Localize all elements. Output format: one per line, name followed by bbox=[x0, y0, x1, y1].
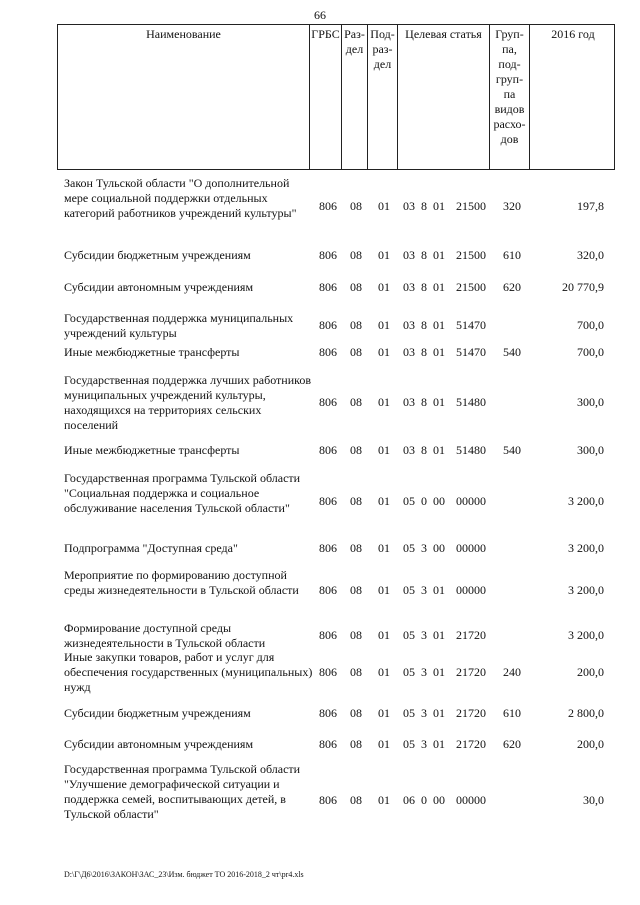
row-razdel: 08 bbox=[350, 583, 362, 597]
row-target-code: 51480 bbox=[456, 395, 486, 409]
row-podrazdel: 01 bbox=[378, 443, 390, 457]
row-podrazdel: 01 bbox=[378, 395, 390, 409]
row-target-program: 03 bbox=[403, 443, 415, 457]
row-name: Иные межбюджетные трансферты bbox=[64, 443, 240, 457]
row-grbs: 806 bbox=[319, 737, 337, 751]
table-header bbox=[57, 24, 615, 170]
row-name: Государственная программа Тульской области "Социальная поддержка и социальное обслуживание населения Тульской области" bbox=[64, 471, 301, 515]
row-target-event: 01 bbox=[433, 583, 445, 597]
row-razdel: 08 bbox=[350, 199, 362, 213]
table-row bbox=[0, 443, 640, 458]
row-target-subprogram: 3 bbox=[421, 737, 427, 751]
row-podrazdel: 01 bbox=[378, 737, 390, 751]
file-path-footer: D:\Г\Д6\2016\ЗАКОН\ЗАС_23\Изм. бюджет ТО 2016-2018_2 чт\pr4.xls bbox=[64, 870, 304, 879]
row-grbs: 806 bbox=[319, 345, 337, 359]
table-row bbox=[0, 541, 640, 556]
row-expense-group: 540 bbox=[503, 443, 521, 457]
row-expense-group: 240 bbox=[503, 665, 521, 679]
row-amount: 2 800,0 bbox=[568, 706, 604, 720]
row-grbs: 806 bbox=[319, 628, 337, 642]
row-target-program: 06 bbox=[403, 793, 415, 807]
row-name: Субсидии автономным учреждениям bbox=[64, 280, 254, 294]
header-grbs: ГРБС bbox=[310, 25, 342, 169]
row-target-event: 00 bbox=[433, 793, 445, 807]
row-target-subprogram: 3 bbox=[421, 541, 427, 555]
row-target-subprogram: 8 bbox=[421, 280, 427, 294]
row-grbs: 806 bbox=[319, 665, 337, 679]
row-amount: 200,0 bbox=[577, 665, 604, 679]
row-grbs: 806 bbox=[319, 793, 337, 807]
row-amount: 320,0 bbox=[577, 248, 604, 262]
row-target-subprogram: 8 bbox=[421, 395, 427, 409]
row-target-event: 01 bbox=[433, 280, 445, 294]
row-razdel: 08 bbox=[350, 248, 362, 262]
row-name: Субсидии автономным учреждениям bbox=[64, 737, 254, 751]
page-number: 66 bbox=[314, 8, 326, 22]
row-target-program: 05 bbox=[403, 706, 415, 720]
row-razdel: 08 bbox=[350, 541, 362, 555]
row-amount: 197,8 bbox=[577, 199, 604, 213]
row-name: Мероприятие по формированию доступной среды жизнедеятельности в Тульской области bbox=[64, 568, 299, 597]
row-target-event: 01 bbox=[433, 318, 445, 332]
row-amount: 3 200,0 bbox=[568, 494, 604, 508]
row-razdel: 08 bbox=[350, 345, 362, 359]
row-podrazdel: 01 bbox=[378, 494, 390, 508]
row-razdel: 08 bbox=[350, 443, 362, 457]
row-target-program: 05 bbox=[403, 541, 415, 555]
row-target-code: 21500 bbox=[456, 199, 486, 213]
row-expense-group: 610 bbox=[503, 248, 521, 262]
row-target-subprogram: 8 bbox=[421, 318, 427, 332]
row-target-event: 01 bbox=[433, 737, 445, 751]
row-target-event: 00 bbox=[433, 494, 445, 508]
row-expense-group: 620 bbox=[503, 280, 521, 294]
row-target-code: 51480 bbox=[456, 443, 486, 457]
row-target-subprogram: 3 bbox=[421, 583, 427, 597]
row-grbs: 806 bbox=[319, 248, 337, 262]
row-amount: 3 200,0 bbox=[568, 583, 604, 597]
row-target-subprogram: 0 bbox=[421, 793, 427, 807]
row-name: Субсидии бюджетным учреждениям bbox=[64, 248, 251, 262]
row-name: Субсидии бюджетным учреждениям bbox=[64, 706, 251, 720]
row-target-subprogram: 0 bbox=[421, 494, 427, 508]
row-target-code: 21720 bbox=[456, 665, 486, 679]
row-razdel: 08 bbox=[350, 280, 362, 294]
row-target-event: 01 bbox=[433, 665, 445, 679]
row-razdel: 08 bbox=[350, 706, 362, 720]
row-target-code: 51470 bbox=[456, 345, 486, 359]
row-expense-group: 540 bbox=[503, 345, 521, 359]
row-target-code: 00000 bbox=[456, 583, 486, 597]
row-target-program: 05 bbox=[403, 628, 415, 642]
row-target-program: 03 bbox=[403, 395, 415, 409]
row-target-subprogram: 8 bbox=[421, 248, 427, 262]
row-target-subprogram: 8 bbox=[421, 345, 427, 359]
row-target-program: 03 bbox=[403, 318, 415, 332]
row-podrazdel: 01 bbox=[378, 248, 390, 262]
row-target-code: 21500 bbox=[456, 280, 486, 294]
header-expense-group: Груп- па, под- груп- па видов расхо- дов bbox=[490, 25, 530, 169]
row-expense-group: 610 bbox=[503, 706, 521, 720]
row-target-program: 03 bbox=[403, 280, 415, 294]
header-podrazdel: Под- раз- дел bbox=[368, 25, 398, 169]
row-target-code: 51470 bbox=[456, 318, 486, 332]
row-target-code: 21720 bbox=[456, 628, 486, 642]
row-target-code: 00000 bbox=[456, 494, 486, 508]
row-target-program: 05 bbox=[403, 737, 415, 751]
row-amount: 3 200,0 bbox=[568, 541, 604, 555]
table-row bbox=[0, 176, 640, 238]
row-name: Государственная поддержка лучших работников муниципальных учреждений культуры, находящихся на территориях сельских поселений bbox=[64, 373, 312, 432]
row-target-program: 05 bbox=[403, 494, 415, 508]
row-target-subprogram: 3 bbox=[421, 706, 427, 720]
table-row bbox=[0, 311, 640, 341]
row-grbs: 806 bbox=[319, 395, 337, 409]
table-row bbox=[0, 650, 640, 696]
row-target-code: 00000 bbox=[456, 541, 486, 555]
row-name: Подпрограмма "Доступная среда" bbox=[64, 541, 238, 555]
row-grbs: 806 bbox=[319, 494, 337, 508]
row-podrazdel: 01 bbox=[378, 318, 390, 332]
table-row bbox=[0, 568, 640, 614]
row-name: Иные межбюджетные трансферты bbox=[64, 345, 240, 359]
row-amount: 30,0 bbox=[583, 793, 604, 807]
row-target-program: 03 bbox=[403, 345, 415, 359]
table-row bbox=[0, 248, 640, 263]
row-expense-group: 320 bbox=[503, 199, 521, 213]
row-podrazdel: 01 bbox=[378, 199, 390, 213]
row-target-event: 01 bbox=[433, 345, 445, 359]
row-target-event: 01 bbox=[433, 395, 445, 409]
row-name: Иные закупки товаров, работ и услуг для обеспечения государственных (муниципальных) нужд bbox=[64, 650, 313, 694]
row-target-event: 01 bbox=[433, 706, 445, 720]
row-amount: 200,0 bbox=[577, 737, 604, 751]
row-target-subprogram: 8 bbox=[421, 199, 427, 213]
table-row bbox=[0, 762, 640, 840]
row-name: Государственная программа Тульской области "Улучшение демографической ситуации и поддержка семей, воспитывающих детей, в Тульской области" bbox=[64, 762, 301, 821]
row-podrazdel: 01 bbox=[378, 706, 390, 720]
row-podrazdel: 01 bbox=[378, 345, 390, 359]
row-target-subprogram: 8 bbox=[421, 443, 427, 457]
header-razdel: Раз- дел bbox=[342, 25, 368, 169]
row-podrazdel: 01 bbox=[378, 665, 390, 679]
row-target-code: 00000 bbox=[456, 793, 486, 807]
row-podrazdel: 01 bbox=[378, 280, 390, 294]
row-amount: 300,0 bbox=[577, 443, 604, 457]
row-target-code: 21720 bbox=[456, 706, 486, 720]
row-razdel: 08 bbox=[350, 665, 362, 679]
table-row bbox=[0, 373, 640, 433]
table-row bbox=[0, 737, 640, 752]
table-row bbox=[0, 471, 640, 533]
row-target-event: 01 bbox=[433, 248, 445, 262]
row-grbs: 806 bbox=[319, 280, 337, 294]
row-target-program: 03 bbox=[403, 248, 415, 262]
row-grbs: 806 bbox=[319, 318, 337, 332]
header-name: Наименование bbox=[58, 25, 310, 169]
row-expense-group: 620 bbox=[503, 737, 521, 751]
row-target-event: 01 bbox=[433, 443, 445, 457]
row-podrazdel: 01 bbox=[378, 628, 390, 642]
row-grbs: 806 bbox=[319, 541, 337, 555]
row-razdel: 08 bbox=[350, 793, 362, 807]
row-razdel: 08 bbox=[350, 318, 362, 332]
row-name: Закон Тульской области "О дополнительной мере социальной поддержки отдельных категорий работников учреждений культуры" bbox=[64, 176, 297, 220]
table-row bbox=[0, 345, 640, 360]
row-amount: 20 770,9 bbox=[562, 280, 604, 294]
header-year: 2016 год bbox=[551, 27, 595, 41]
row-razdel: 08 bbox=[350, 395, 362, 409]
row-target-program: 03 bbox=[403, 199, 415, 213]
row-grbs: 806 bbox=[319, 583, 337, 597]
row-target-subprogram: 3 bbox=[421, 628, 427, 642]
row-target-event: 00 bbox=[433, 541, 445, 555]
row-target-code: 21500 bbox=[456, 248, 486, 262]
row-podrazdel: 01 bbox=[378, 541, 390, 555]
row-grbs: 806 bbox=[319, 443, 337, 457]
table-row bbox=[0, 621, 640, 651]
row-razdel: 08 bbox=[350, 737, 362, 751]
row-podrazdel: 01 bbox=[378, 583, 390, 597]
row-amount: 300,0 bbox=[577, 395, 604, 409]
row-name: Формирование доступной среды жизнедеятельности в Тульской области bbox=[64, 621, 266, 650]
row-target-subprogram: 3 bbox=[421, 665, 427, 679]
row-amount: 700,0 bbox=[577, 318, 604, 332]
table-row bbox=[0, 706, 640, 721]
row-name: Государственная поддержка муниципальных учреждений культуры bbox=[64, 311, 294, 340]
row-amount: 3 200,0 bbox=[568, 628, 604, 642]
table-row bbox=[0, 280, 640, 295]
row-target-program: 05 bbox=[403, 665, 415, 679]
row-razdel: 08 bbox=[350, 628, 362, 642]
row-amount: 700,0 bbox=[577, 345, 604, 359]
header-target-article: Целевая статья bbox=[398, 25, 490, 169]
row-podrazdel: 01 bbox=[378, 793, 390, 807]
row-grbs: 806 bbox=[319, 706, 337, 720]
row-target-code: 21720 bbox=[456, 737, 486, 751]
row-target-program: 05 bbox=[403, 583, 415, 597]
row-target-event: 01 bbox=[433, 628, 445, 642]
row-razdel: 08 bbox=[350, 494, 362, 508]
row-grbs: 806 bbox=[319, 199, 337, 213]
row-target-event: 01 bbox=[433, 199, 445, 213]
